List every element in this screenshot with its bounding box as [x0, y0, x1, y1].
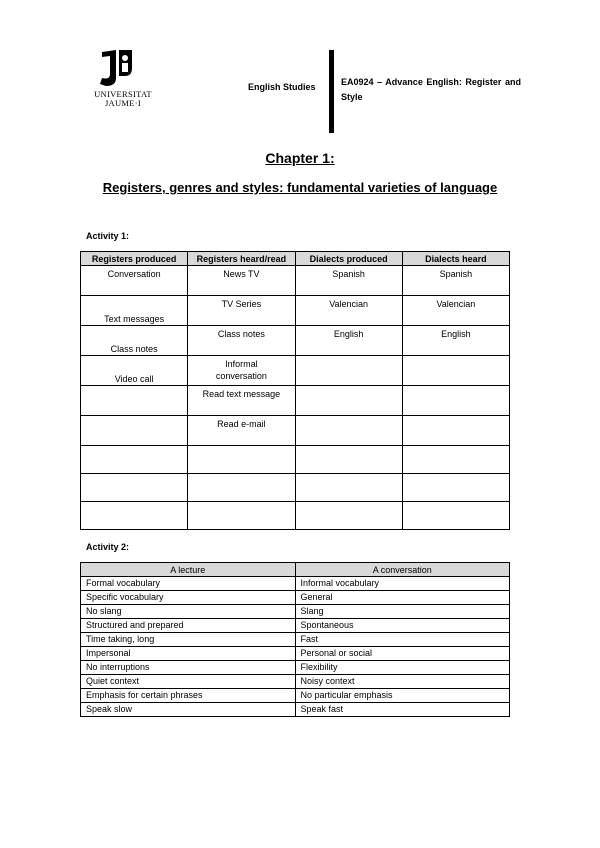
- table-cell: Spontaneous: [295, 619, 510, 633]
- table-cell: Emphasis for certain phrases: [81, 689, 296, 703]
- table-cell: Personal or social: [295, 647, 510, 661]
- table-cell: Informal conversation: [188, 356, 295, 386]
- table-cell: English: [402, 326, 509, 356]
- course-title: EA0924 – Advance English: Register and Style: [341, 77, 521, 102]
- table-cell: [402, 446, 509, 474]
- chapter-title: Chapter 1:: [265, 150, 335, 166]
- table-cell: Formal vocabulary: [81, 577, 296, 591]
- table-cell: [402, 416, 509, 446]
- table-cell: Quiet context: [81, 675, 296, 689]
- table-cell: Speak slow: [81, 703, 296, 717]
- table-cell: [188, 502, 295, 530]
- header-divider: [329, 50, 334, 133]
- table-cell: Spanish: [295, 266, 402, 296]
- table-cell: Noisy context: [295, 675, 510, 689]
- table-cell: Impersonal: [81, 647, 296, 661]
- table-cell: Spanish: [402, 266, 509, 296]
- university-logo: [84, 48, 156, 112]
- table-cell: Informal vocabulary: [295, 577, 510, 591]
- table-row: [81, 675, 510, 689]
- table-row: [81, 591, 510, 605]
- activity2-table: [80, 562, 510, 717]
- table-cell: [81, 502, 188, 530]
- table-cell: [81, 446, 188, 474]
- table-cell: [402, 386, 509, 416]
- table-cell: [295, 502, 402, 530]
- table-cell: No particular emphasis: [295, 689, 510, 703]
- table-cell: No interruptions: [81, 661, 296, 675]
- table-cell: [188, 474, 295, 502]
- table-cell: English: [295, 326, 402, 356]
- table-cell: Class notes: [81, 326, 188, 356]
- table-cell: Specific vocabulary: [81, 591, 296, 605]
- table-cell: [81, 386, 188, 416]
- table-cell: No slang: [81, 605, 296, 619]
- table-row: [81, 296, 510, 326]
- table-header-row: [81, 252, 510, 266]
- table-row: [81, 474, 510, 502]
- table-cell: [295, 356, 402, 386]
- table-row: [81, 266, 510, 296]
- column-header: A conversation: [295, 563, 510, 577]
- table-cell: [295, 474, 402, 502]
- university-name-line2: JAUME·I: [104, 98, 142, 108]
- table-row: [81, 647, 510, 661]
- table-cell: TV Series: [188, 296, 295, 326]
- table-cell: [188, 446, 295, 474]
- table-cell: Flexibility: [295, 661, 510, 675]
- table-header-row: [81, 563, 510, 577]
- table-cell: [81, 474, 188, 502]
- university-name-line1: UNIVERSITAT: [94, 89, 152, 99]
- table-cell: News TV: [188, 266, 295, 296]
- table-cell: Valencian: [402, 296, 509, 326]
- column-header: Registers heard/read: [188, 252, 295, 266]
- department-name: English Studies: [248, 82, 316, 92]
- table-row: [81, 446, 510, 474]
- table-row: [81, 416, 510, 446]
- table-cell: General: [295, 591, 510, 605]
- table-cell: Class notes: [188, 326, 295, 356]
- activity1-label: Activity 1:: [86, 231, 130, 241]
- table-cell: Valencian: [295, 296, 402, 326]
- column-header: A lecture: [81, 563, 296, 577]
- table-cell: Read e-mail: [188, 416, 295, 446]
- table-cell: Speak fast: [295, 703, 510, 717]
- table-cell: Read text message: [188, 386, 295, 416]
- table-cell: Video call: [81, 356, 188, 386]
- table-cell: Slang: [295, 605, 510, 619]
- column-header: Dialects heard: [402, 252, 509, 266]
- table-row: [81, 356, 510, 386]
- table-cell: [295, 386, 402, 416]
- activity2-label: Activity 2:: [86, 542, 130, 552]
- table-row: [81, 619, 510, 633]
- table-cell: Text messages: [81, 296, 188, 326]
- table-cell: Structured and prepared: [81, 619, 296, 633]
- table-row: [81, 326, 510, 356]
- table-cell: [402, 474, 509, 502]
- table-row: [81, 633, 510, 647]
- chapter-subtitle: Registers, genres and styles: fundamental varieties of language: [102, 180, 498, 195]
- table-cell: [81, 416, 188, 446]
- table-cell: [295, 446, 402, 474]
- table-cell: Conversation: [81, 266, 188, 296]
- table-cell: Fast: [295, 633, 510, 647]
- table-cell: [295, 416, 402, 446]
- table-row: [81, 577, 510, 591]
- table-cell: [402, 502, 509, 530]
- column-header: Registers produced: [81, 252, 188, 266]
- table-row: [81, 502, 510, 530]
- table-row: [81, 689, 510, 703]
- table-row: [81, 386, 510, 416]
- table-row: [81, 605, 510, 619]
- column-header: Dialects produced: [295, 252, 402, 266]
- table-row: [81, 661, 510, 675]
- table-cell: [402, 356, 509, 386]
- activity1-table: [80, 251, 510, 530]
- table-cell: Time taking, long: [81, 633, 296, 647]
- university-emblem-icon: [98, 48, 136, 88]
- table-row: [81, 703, 510, 717]
